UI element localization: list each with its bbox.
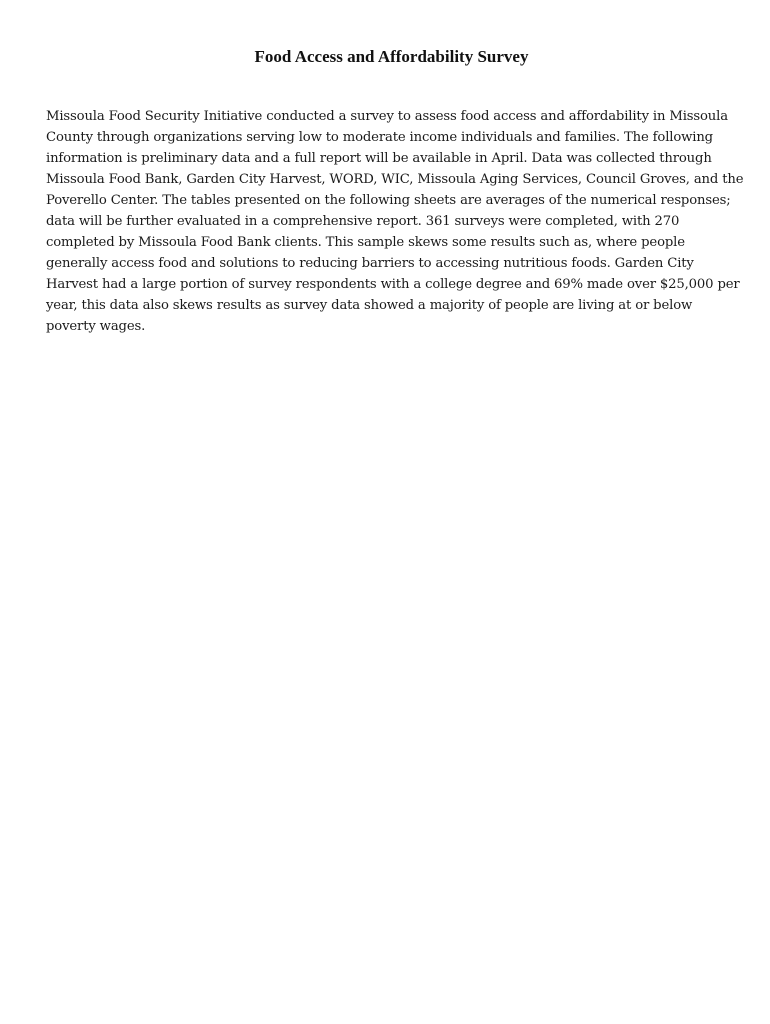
- paragraph-line: Missoula Food Security Initiative conducted a survey to assess food access and affordability in Missoula: [46, 109, 728, 124]
- paragraph-line: poverty wages.: [46, 319, 146, 334]
- paragraph-line: Missoula Food Bank, Garden City Harvest, WORD, WIC, Missoula Aging Services, Council Groves, and the: [46, 172, 744, 187]
- document-title: Food Access and Affordability Survey: [254, 47, 529, 66]
- paragraph-line: data will be further evaluated in a comprehensive report. 361 surveys were completed, with 270: [46, 214, 680, 229]
- paragraph-line: completed by Missoula Food Bank clients. This sample skews some results such as, where people: [46, 235, 685, 250]
- paragraph-line: information is preliminary data and a full report will be available in April. Data was collected through: [46, 151, 712, 166]
- paragraph-line: County through organizations serving low to moderate income individuals and families. The following: [46, 130, 713, 145]
- paragraph-line: year, this data also skews results as survey data showed a majority of people are living at or below: [46, 298, 693, 313]
- paragraph-line: Harvest had a large portion of survey respondents with a college degree and 69% made over $25,000 per: [46, 277, 740, 292]
- paragraph-line: generally access food and solutions to reducing barriers to accessing nutritious foods. Garden City: [46, 256, 694, 271]
- intro-paragraph: [46, 106, 744, 337]
- paragraph-line: Poverello Center. The tables presented on the following sheets are averages of the numerical responses;: [46, 193, 731, 208]
